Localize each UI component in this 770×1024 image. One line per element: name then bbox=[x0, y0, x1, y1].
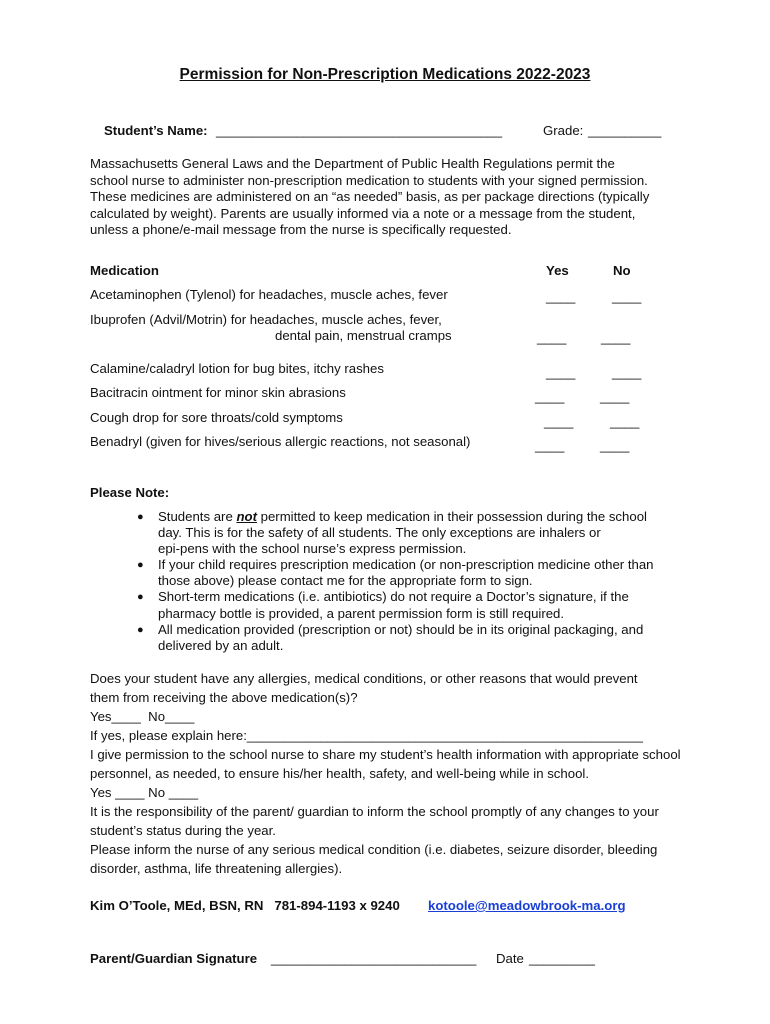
note-bullet-3: Short-term medications (i.e. antibiotics) do not require a Doctor’s signature, if the bbox=[158, 589, 629, 604]
nurse-email-link[interactable]: kotoole@meadowbrook-ma.org bbox=[428, 898, 626, 913]
student-name-field[interactable]: _______________________________________ bbox=[216, 123, 503, 138]
medication-column-header: Medication bbox=[90, 263, 159, 278]
note-emphasis: not bbox=[236, 509, 257, 524]
allergies-question-line2: them from receiving the above medication(s)? bbox=[90, 690, 358, 705]
medication-bacitracin: Bacitracin ointment for minor skin abrasions bbox=[90, 385, 346, 400]
explain-field[interactable]: If yes, please explain here:______________________________________________________ bbox=[90, 728, 643, 743]
intro-line: school nurse to administer non-prescription medication to students with your signed permission. bbox=[90, 172, 648, 188]
grade-field[interactable]: __________ bbox=[588, 123, 662, 138]
note-bullet-4: All medication provided (prescription or not) should be in its original packaging, and bbox=[158, 622, 644, 637]
yes-column-header: Yes bbox=[546, 263, 569, 278]
student-name-label: Student’s Name: bbox=[104, 123, 208, 138]
share-permission-text: I give permission to the school nurse to share my student’s health information with appropriate school bbox=[90, 747, 681, 762]
intro-line: unless a phone/e-mail message from the nurse is specifically requested. bbox=[90, 222, 512, 237]
signature-field[interactable]: ____________________________ bbox=[271, 951, 477, 966]
acetaminophen-yes-blank[interactable]: ____ bbox=[546, 289, 576, 304]
allergies-question: Does your student have any allergies, medical conditions, or other reasons that would prevent bbox=[90, 671, 638, 686]
please-note-heading: Please Note: bbox=[90, 485, 170, 500]
note-text: Students are bbox=[158, 509, 237, 524]
cough-drop-no-blank[interactable]: ____ bbox=[610, 414, 640, 429]
medication-ibuprofen-line2: dental pain, menstrual cramps bbox=[275, 328, 452, 343]
bullet-icon: ● bbox=[137, 591, 144, 603]
intro-line: calculated by weight). Parents are usually informed via a note or a message from the student, bbox=[90, 205, 636, 221]
inform-nurse-text: Please inform the nurse of any serious medical condition (i.e. diabetes, seizure disorder, bleeding bbox=[90, 842, 658, 857]
page-title: Permission for Non-Prescription Medications 2022-2023 bbox=[179, 66, 591, 83]
acetaminophen-no-blank[interactable]: ____ bbox=[612, 289, 642, 304]
calamine-yes-blank[interactable]: ____ bbox=[546, 365, 576, 380]
responsibility-text: It is the responsibility of the parent/ guardian to inform the school promptly of any changes to your bbox=[90, 804, 659, 819]
note-bullet-2-line2: those above) please contact me for the appropriate form to sign. bbox=[158, 573, 533, 588]
note-bullet-4-line2: delivered by an adult. bbox=[158, 638, 284, 653]
medication-acetaminophen: Acetaminophen (Tylenol) for headaches, muscle aches, fever bbox=[90, 287, 448, 302]
medication-ibuprofen: Ibuprofen (Advil/Motrin) for headaches, muscle aches, fever, bbox=[90, 312, 442, 327]
date-field[interactable]: _________ bbox=[529, 951, 596, 966]
bullet-icon: ● bbox=[137, 559, 144, 571]
grade-label: Grade: bbox=[543, 123, 584, 138]
ibuprofen-no-blank[interactable]: ____ bbox=[601, 330, 631, 345]
bacitracin-yes-blank[interactable]: ____ bbox=[535, 389, 565, 404]
bullet-icon: ● bbox=[137, 624, 144, 636]
note-bullet-1-line2: day. This is for the safety of all students. The only exceptions are inhalers or bbox=[158, 525, 601, 540]
share-permission-text-line2: personnel, as needed, to ensure his/her health, safety, and well-being while in school. bbox=[90, 766, 589, 781]
benadryl-yes-blank[interactable]: ____ bbox=[535, 438, 565, 453]
note-bullet-2: If your child requires prescription medication (or non-prescription medicine other than bbox=[158, 557, 654, 572]
bacitracin-no-blank[interactable]: ____ bbox=[600, 389, 630, 404]
share-yes-no-field[interactable]: Yes ____ No ____ bbox=[90, 785, 199, 800]
medication-benadryl: Benadryl (given for hives/serious allergic reactions, not seasonal) bbox=[90, 434, 471, 449]
note-bullet-1-line3: epi-pens with the school nurse’s express permission. bbox=[158, 541, 467, 556]
ibuprofen-yes-blank[interactable]: ____ bbox=[537, 330, 567, 345]
note-bullet-3-line2: pharmacy bottle is provided, a parent permission form is still required. bbox=[158, 606, 565, 621]
cough-drop-yes-blank[interactable]: ____ bbox=[544, 414, 574, 429]
no-column-header: No bbox=[613, 263, 631, 278]
bullet-icon: ● bbox=[137, 511, 144, 523]
medication-cough-drop: Cough drop for sore throats/cold symptoms bbox=[90, 410, 343, 425]
allergies-yes-no-field[interactable]: Yes____ No____ bbox=[90, 709, 195, 724]
benadryl-no-blank[interactable]: ____ bbox=[600, 438, 630, 453]
medication-calamine: Calamine/caladryl lotion for bug bites, itchy rashes bbox=[90, 361, 384, 376]
note-bullet-1 bbox=[158, 509, 647, 526]
calamine-no-blank[interactable]: ____ bbox=[612, 365, 642, 380]
responsibility-text-line2: student’s status during the year. bbox=[90, 823, 276, 838]
intro-line: These medicines are administered on an “as needed” basis, as per package directions (typically bbox=[90, 189, 650, 204]
intro-line: Massachusetts General Laws and the Department of Public Health Regulations permit the bbox=[90, 156, 615, 171]
nurse-contact: Kim O’Toole, MEd, BSN, RN 781-894-1193 x 9240 bbox=[90, 898, 400, 913]
note-text: permitted to keep medication in their possession during the school bbox=[256, 509, 647, 524]
inform-nurse-text-line2: disorder, asthma, life threatening allergies). bbox=[90, 861, 343, 876]
signature-label: Parent/Guardian Signature bbox=[90, 951, 258, 966]
date-label: Date bbox=[496, 951, 524, 966]
